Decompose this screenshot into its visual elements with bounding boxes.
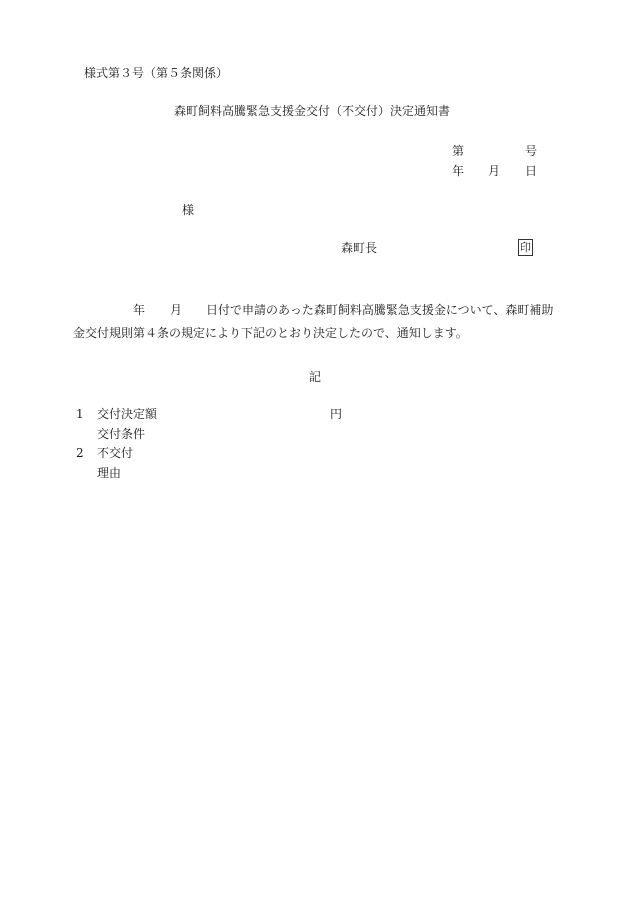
body-line-2: 金交付規則第４条の規定により下記のとおり決定したので、通知します。 (73, 326, 468, 340)
date-year: 年 (452, 164, 465, 178)
recipient-honorific: 様 (182, 203, 195, 217)
document-title: 森町飼料高騰緊急支援金交付（不交付）決定通知書 (174, 104, 451, 118)
doc-number-suffix: 号 (525, 144, 538, 158)
item-label-non-grant: 不交付 (97, 446, 134, 460)
item-sublabel-conditions: 交付条件 (97, 427, 146, 441)
item-number: 1 (76, 407, 84, 421)
body-month: 月 (170, 303, 183, 317)
body-line-1: 日付で申請のあった森町飼料高騰緊急支援金について、森町補助 (206, 303, 554, 317)
seal-mark: 印 (520, 241, 531, 254)
item-number: 2 (76, 446, 84, 460)
form-number: 様式第３号（第５条関係） (84, 66, 229, 80)
notes-heading: 記 (309, 370, 322, 384)
sender-name: 森町長 (341, 241, 378, 255)
date-day: 日 (525, 164, 538, 178)
item-label-grant-amount: 交付決定額 (97, 407, 158, 421)
item-sublabel-reason: 理由 (97, 466, 122, 480)
item-unit-yen: 円 (330, 407, 343, 421)
date-month: 月 (488, 164, 501, 178)
doc-number-prefix: 第 (452, 144, 465, 158)
body-year: 年 (133, 303, 146, 317)
